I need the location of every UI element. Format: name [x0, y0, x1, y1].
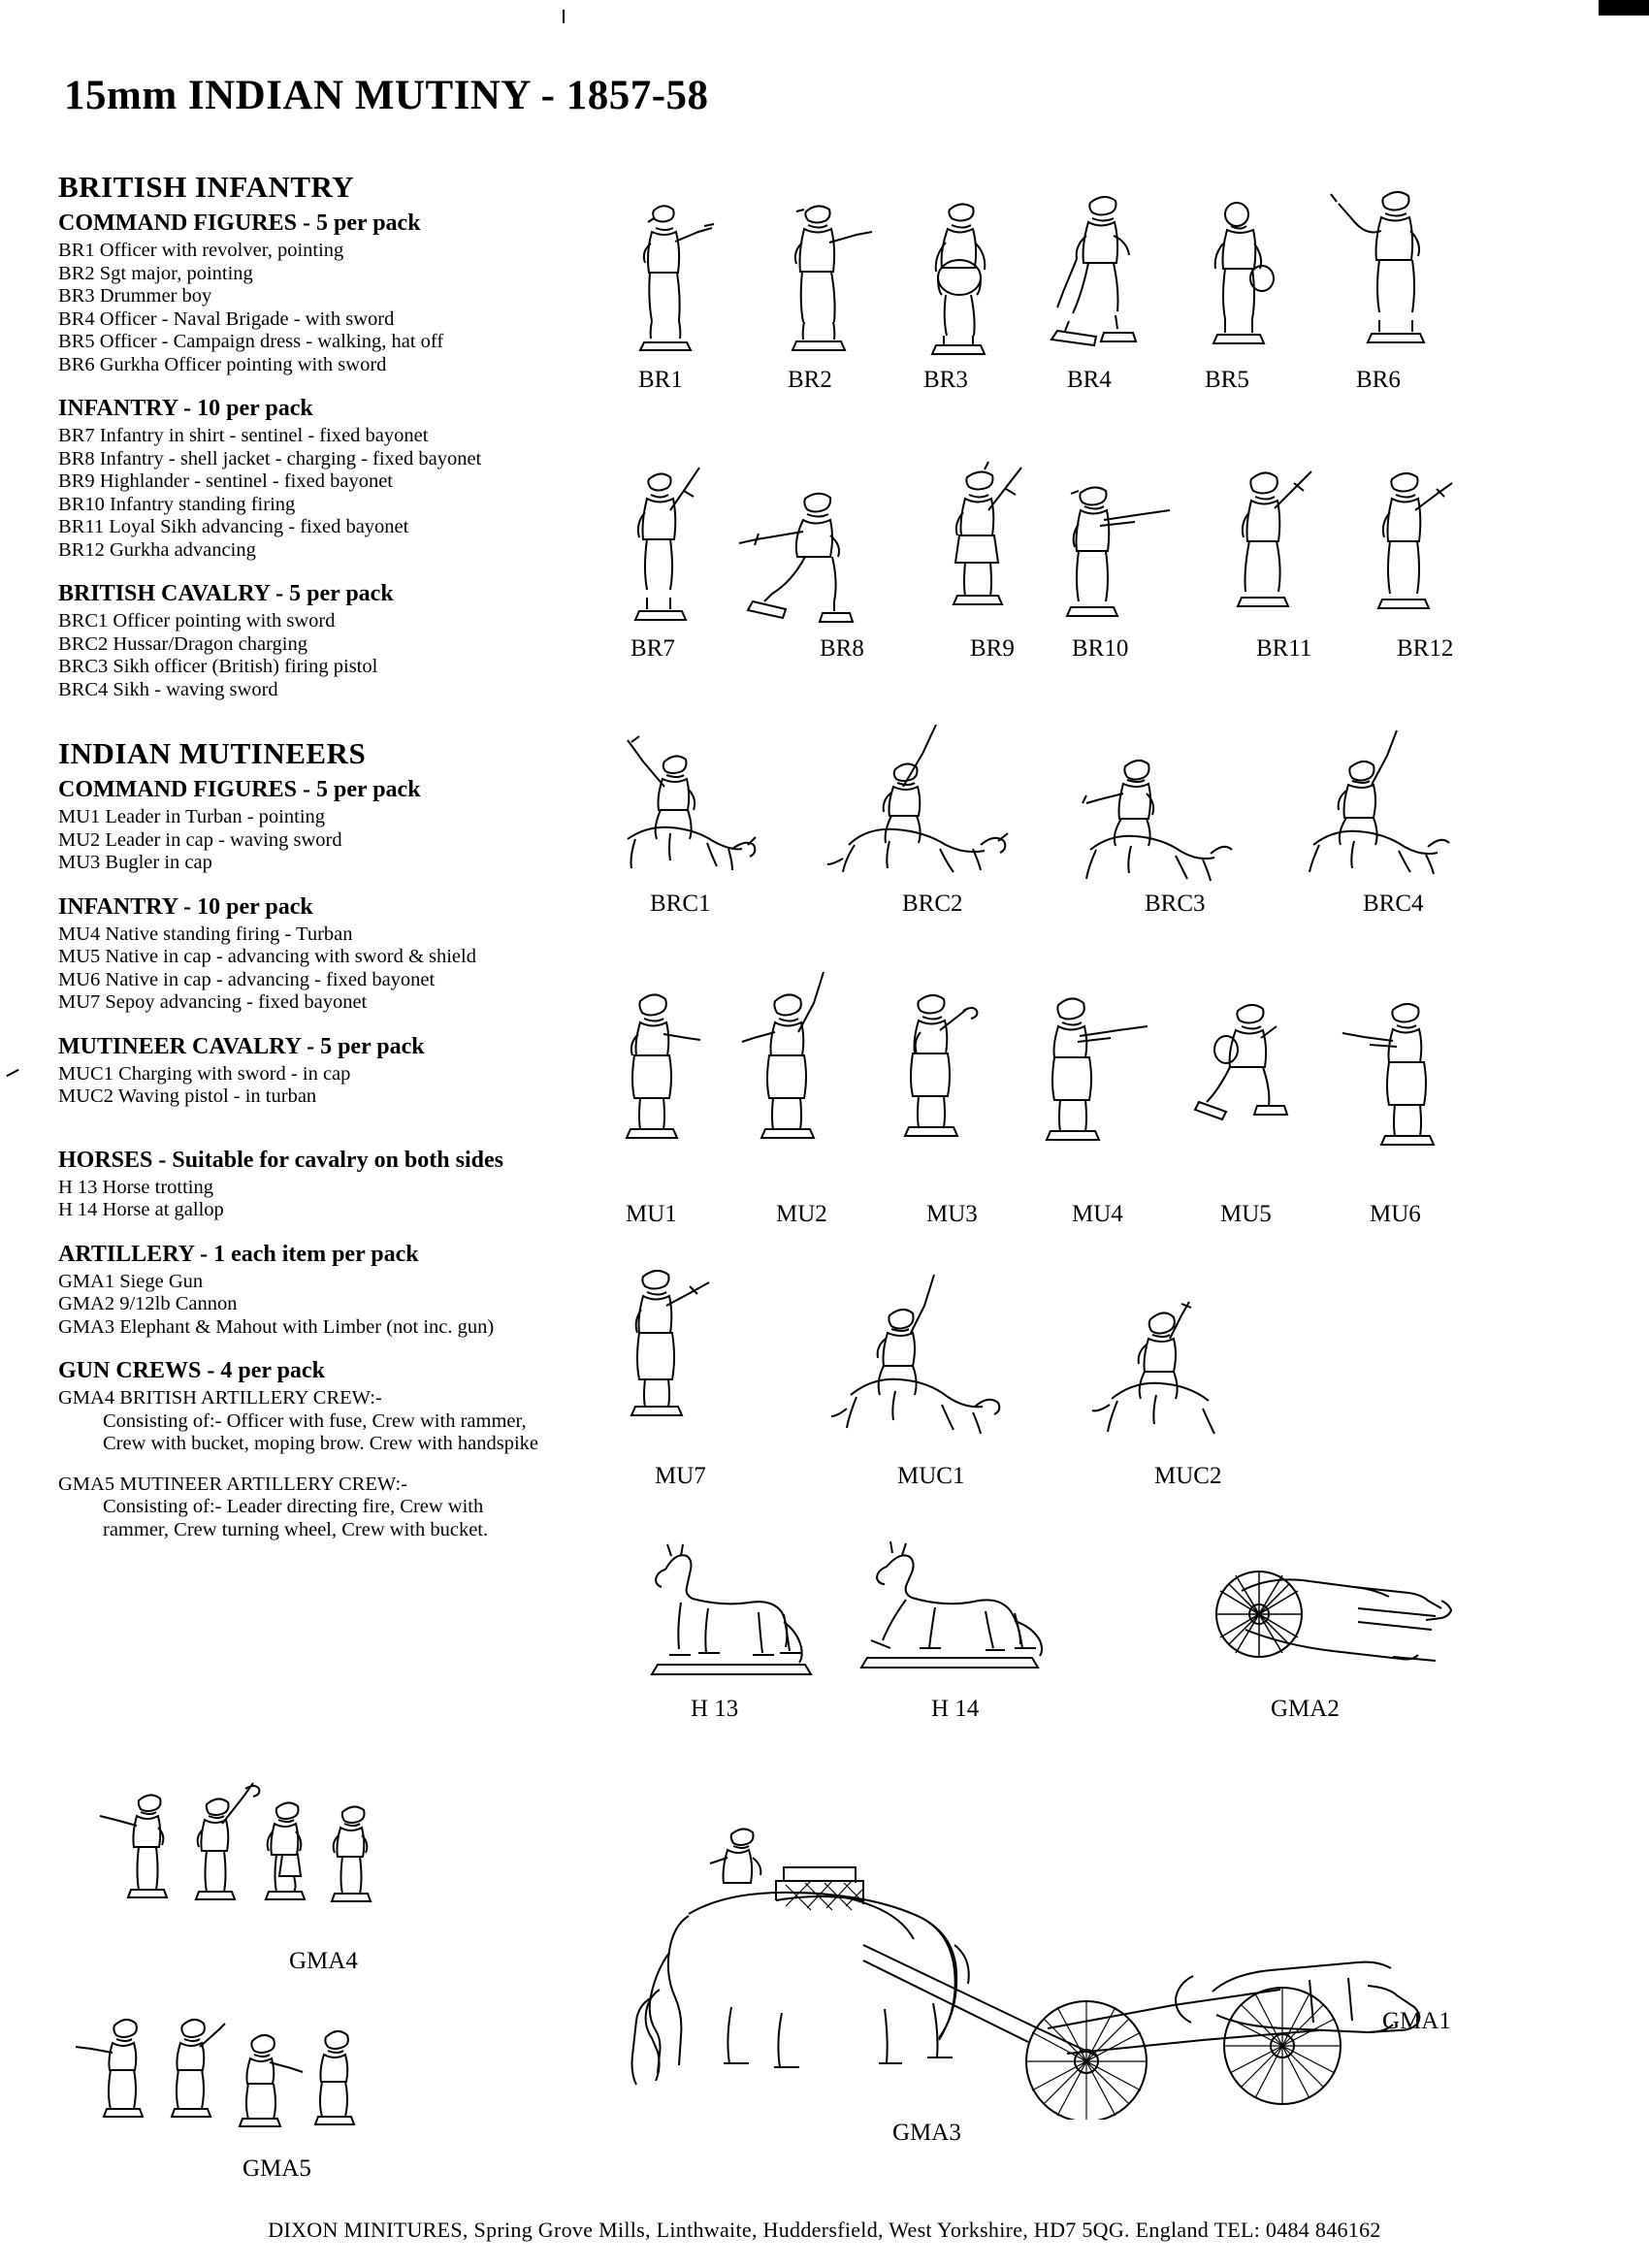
item-list: [58, 1271, 621, 1340]
figure-caption-mu7: MU7: [655, 1463, 706, 1489]
figure-br9: [926, 456, 1048, 631]
crew-note-line: Consisting of:- Officer with fuse, Crew with rammer,: [103, 1409, 527, 1432]
list-item: BRC1 Officer pointing with sword: [58, 610, 336, 632]
figure-brc3: [1057, 718, 1242, 892]
figure-caption-brc1: BRC1: [650, 891, 711, 917]
figure-mu4: [1023, 980, 1154, 1154]
item-list: [58, 1063, 621, 1109]
figure-caption-mu5: MU5: [1220, 1201, 1272, 1227]
figure-br8: [737, 475, 883, 635]
group-gun-crews: [58, 1358, 621, 1541]
list-item: MUC2 Waving pistol - in turban: [58, 1085, 317, 1107]
figure-caption-gma2: GMA2: [1271, 1696, 1340, 1722]
figure-caption-br7: BR7: [630, 635, 675, 662]
figure-br7: [606, 456, 723, 631]
corner-registration-mark: [1599, 0, 1649, 16]
figure-h14: [854, 1538, 1062, 1688]
item-list: [58, 240, 621, 376]
figure-br5: [1188, 189, 1295, 364]
footer-text: DIXON MINITURES, Spring Grove Mills, Linthwaite, Huddersfield, West Yorkshire, HD7 5QG. England TEL: 0484 846162: [268, 2218, 1381, 2242]
figure-caption-gma5: GMA5: [242, 2155, 311, 2182]
figure-caption-br6: BR6: [1356, 367, 1401, 393]
group-subheading: BRITISH CAVALRY - 5 per pack: [58, 581, 394, 606]
item-list: [58, 1474, 621, 1497]
figure-mu2: [732, 958, 858, 1152]
group-subheading: INFANTRY - 10 per pack: [58, 893, 313, 920]
list-item: BR1 Officer with revolver, pointing: [58, 240, 344, 261]
figure-muc1: [829, 1261, 1038, 1455]
item-list: [58, 1387, 621, 1410]
list-item: MU4 Native standing firing - Turban: [58, 923, 353, 945]
figure-caption-br4: BR4: [1067, 367, 1112, 393]
list-item: BRC4 Sikh - waving sword: [58, 678, 278, 700]
figure-caption-br3: BR3: [923, 367, 968, 393]
list-item: BR6 Gurkha Officer pointing with sword: [58, 353, 387, 375]
figure-br4: [1048, 179, 1159, 359]
list-item: BRC2 Hussar/Dragon charging: [58, 632, 307, 655]
footer-address: [0, 2218, 1649, 2243]
list-item: MU3 Bugler in cap: [58, 852, 212, 873]
list-item: H 14 Horse at gallop: [58, 1199, 224, 1220]
figure-caption-brc3: BRC3: [1145, 891, 1206, 917]
figure-caption-br8: BR8: [820, 635, 864, 662]
list-item: BR9 Highlander - sentinel - fixed bayonet: [58, 470, 393, 492]
figure-caption-mu6: MU6: [1370, 1201, 1421, 1227]
figure-caption-h13: H 13: [691, 1696, 739, 1722]
section-heading: BRITISH INFANTRY: [58, 170, 355, 204]
section-british-infantry: [58, 170, 621, 376]
list-item: MUC1 Charging with sword - in cap: [58, 1062, 351, 1085]
group-subheading: ARTILLERY - 1 each item per pack: [58, 1241, 419, 1267]
crew-note-line: rammer, Crew turning wheel, Crew with bucket.: [103, 1518, 489, 1540]
list-item: GMA3 Elephant & Mahout with Limber (not inc. gun): [58, 1315, 495, 1338]
list-item: BRC3 Sikh officer (British) firing pistol: [58, 656, 378, 677]
list-item: MU7 Sepoy advancing - fixed bayonet: [58, 991, 368, 1013]
list-item: MU1 Leader in Turban - pointing: [58, 806, 326, 827]
group-subheading: COMMAND FIGURES - 5 per pack: [58, 777, 421, 802]
page-title: 15mm INDIAN MUTINY - 1857-58: [64, 73, 709, 118]
section-heading: INDIAN MUTINEERS: [58, 736, 367, 770]
figure-mu7: [606, 1251, 732, 1431]
figure-brc2: [820, 703, 1028, 888]
group-british-infantry-line: [58, 396, 621, 562]
section-indian-mutineers: [58, 736, 621, 875]
group-subheading: GUN CREWS - 4 per pack: [58, 1358, 325, 1383]
figure-caption-muc2: MUC2: [1154, 1463, 1222, 1489]
figure-gma3: [630, 1799, 1436, 2120]
figure-caption-br12: BR12: [1397, 635, 1454, 662]
list-item: MU2 Leader in cap - waving sword: [58, 828, 342, 851]
figure-h13: [630, 1533, 824, 1688]
figure-caption-mu4: MU4: [1072, 1201, 1123, 1227]
crew-note-line: Crew with bucket, moping brow. Crew with handspike: [103, 1433, 539, 1454]
figure-gma5: [58, 1998, 378, 2154]
list-item: MU5 Native in cap - advancing with sword & shield: [58, 946, 476, 967]
text-column: [58, 170, 621, 1561]
figure-caption-h14: H 14: [931, 1696, 980, 1722]
list-item: BR4 Officer - Naval Brigade - with sword: [58, 308, 395, 330]
list-item: H 13 Horse trotting: [58, 1176, 213, 1198]
list-item: BR7 Infantry in shirt - sentinel - fixed bayonet: [58, 425, 429, 446]
figure-mu3: [878, 978, 994, 1152]
figure-br6: [1329, 173, 1455, 362]
figure-caption-br5: BR5: [1205, 367, 1249, 393]
list-item: GMA5 MUTINEER ARTILLERY CREW:-: [58, 1473, 407, 1495]
group-artillery: [58, 1242, 621, 1340]
figure-gma4: [92, 1775, 403, 1930]
group-mutineer-infantry: [58, 894, 621, 1015]
figure-caption-br1: BR1: [638, 367, 683, 393]
figure-caption-gma1: GMA1: [1382, 2008, 1451, 2034]
group-subheading: MUTINEER CAVALRY - 5 per pack: [58, 1033, 425, 1059]
figure-caption-mu2: MU2: [776, 1201, 827, 1227]
group-mutineer-cavalry: [58, 1034, 621, 1109]
group-british-cavalry: [58, 581, 621, 701]
list-item: BR12 Gurkha advancing: [58, 538, 256, 561]
figure-br12: [1353, 456, 1479, 631]
figure-brc4: [1290, 703, 1474, 888]
figure-caption-gma4: GMA4: [289, 1948, 358, 1974]
list-item: BR8 Infantry - shell jacket - charging - fixed bayonet: [58, 447, 482, 470]
figure-br10: [1048, 466, 1179, 635]
figure-mu1: [601, 978, 718, 1152]
figure-caption-muc1: MUC1: [897, 1463, 965, 1489]
figure-caption-br11: BR11: [1256, 635, 1312, 662]
figure-muc2: [1086, 1261, 1280, 1455]
figure-mu6: [1339, 985, 1470, 1159]
item-list: [58, 425, 621, 562]
figure-caption-mu3: MU3: [926, 1201, 978, 1227]
item-list: [58, 1177, 621, 1222]
figure-brc1: [606, 703, 800, 888]
figure-br2: [771, 184, 883, 359]
figure-caption-mu1: MU1: [626, 1201, 677, 1227]
group-subheading: COMMAND FIGURES - 5 per pack: [58, 211, 421, 236]
group-subheading: HORSES - Suitable for cavalry on both sides: [58, 1147, 503, 1173]
list-item: BR11 Loyal Sikh advancing - fixed bayonet: [58, 516, 409, 537]
group-horses: [58, 1148, 621, 1222]
figure-gma2: [1203, 1552, 1465, 1688]
list-item: BR5 Officer - Campaign dress - walking, hat off: [58, 331, 444, 352]
figure-caption-br9: BR9: [970, 635, 1015, 662]
figure-caption-br10: BR10: [1072, 635, 1129, 662]
list-item: GMA4 BRITISH ARTILLERY CREW:-: [58, 1387, 382, 1409]
group-subheading: INFANTRY - 10 per pack: [58, 396, 313, 421]
figure-caption-br2: BR2: [788, 367, 832, 393]
list-item: BR3 Drummer boy: [58, 285, 212, 307]
item-list: [58, 923, 621, 1015]
figure-mu5: [1193, 989, 1310, 1154]
figure-br11: [1212, 456, 1339, 631]
figure-br3: [907, 184, 1014, 359]
left-registration-tick: [6, 1069, 18, 1077]
list-item: GMA2 9/12lb Cannon: [58, 1293, 238, 1314]
figure-caption-gma3: GMA3: [892, 2120, 961, 2146]
list-item: GMA1 Siege Gun: [58, 1270, 204, 1292]
figure-caption-brc2: BRC2: [902, 891, 963, 917]
list-item: MU6 Native in cap - advancing - fixed bayonet: [58, 968, 436, 990]
figure-caption-brc4: BRC4: [1363, 891, 1424, 917]
item-list: [58, 610, 621, 701]
crew-note-line: Consisting of:- Leader directing fire, Crew with: [103, 1496, 484, 1517]
top-registration-tick: [563, 10, 565, 23]
item-list: [58, 806, 621, 875]
list-item: BR10 Infantry standing firing: [58, 493, 296, 515]
figure-br1: [611, 189, 718, 359]
list-item: BR2 Sgt major, pointing: [58, 262, 253, 284]
